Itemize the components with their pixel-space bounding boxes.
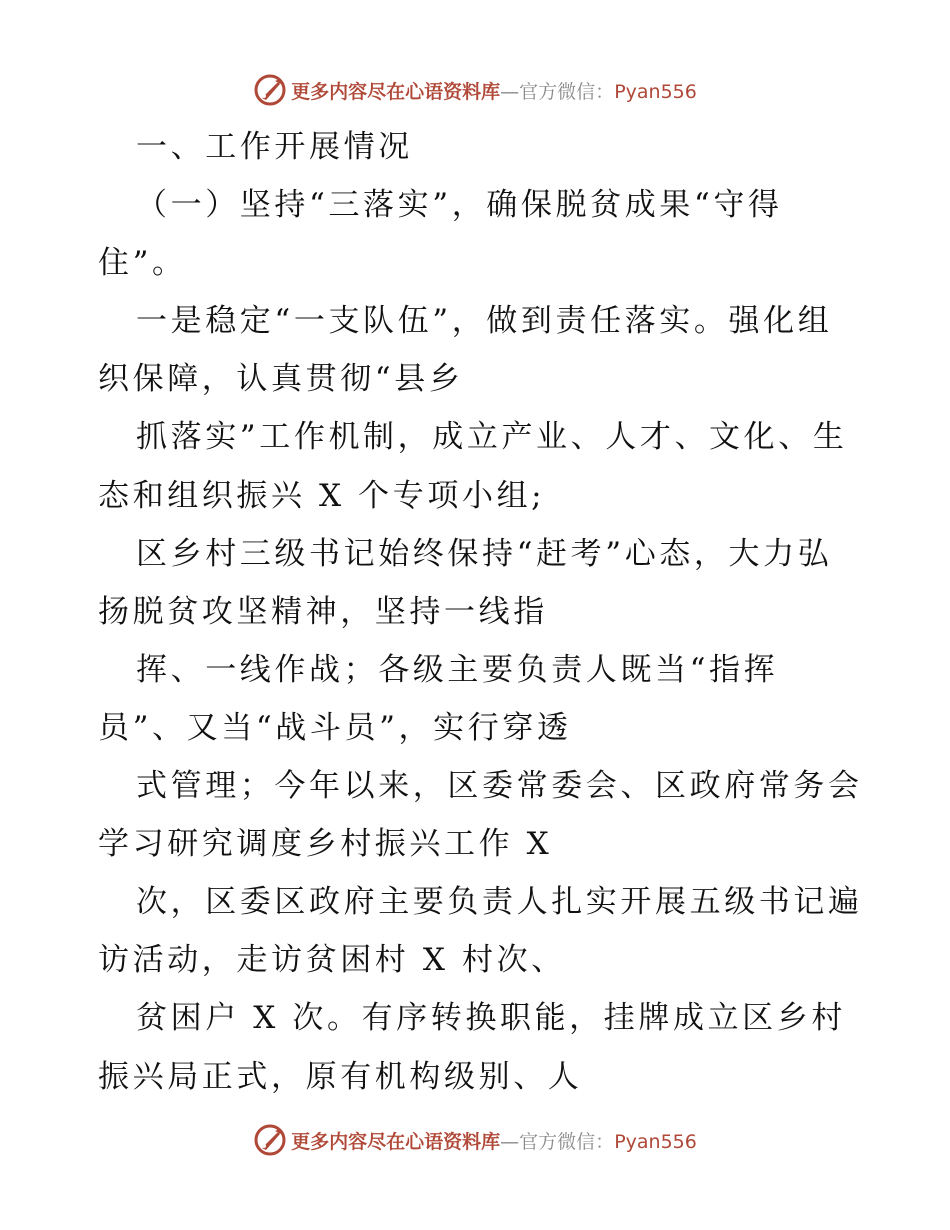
banner-brand-text: 更多内容尽在心语资料库 [291, 1130, 501, 1153]
document-line: 式管理；今年以来，区委常委会、区政府常务会 [136, 768, 863, 805]
document-line: 态和组织振兴 X 个专项小组; [98, 477, 546, 514]
banner-text [291, 77, 697, 104]
document-line: 一、工作开展情况 [136, 129, 413, 165]
banner-wechat-label: 官方微信： [519, 1130, 615, 1153]
banner-text [291, 1127, 697, 1154]
quill-pen-circle-logo-icon [253, 73, 287, 107]
banner-dash: — [500, 80, 520, 103]
document-line: 次，区委区政府主要负责人扎实开展五级书记遍 [136, 884, 863, 921]
document-line: 抓落实”工作机制，成立产业、人才、文化、生 [136, 419, 848, 456]
banner-wechat-label: 官方微信： [519, 80, 615, 103]
document-line: 振兴局正式，原有机构级别、人 [98, 1058, 583, 1095]
document-line: 贫困户 X 次。有序转换职能，挂牌成立区乡村 [136, 1000, 846, 1037]
banner-wechat-id: Pyan556 [614, 80, 697, 103]
document-line: 员”、又当“战斗员”，实行穿透 [98, 709, 572, 746]
document-body [98, 118, 863, 1106]
document-line: 访活动，走访贫困村 X 村次、 [98, 942, 566, 979]
header-watermark-banner [0, 68, 950, 112]
quill-pen-circle-logo-icon [253, 1123, 287, 1157]
document-line: 学习研究调度乡村振兴工作 X [98, 826, 553, 863]
footer-watermark-banner [0, 1118, 950, 1162]
document-line: （一）坚持“三落实”，确保脱贫成果“守得 [136, 187, 783, 224]
banner-brand-text: 更多内容尽在心语资料库 [291, 80, 501, 103]
banner-dash: — [500, 1130, 520, 1153]
document-line: 挥、一线作战；各级主要负责人既当“指挥 [136, 651, 779, 688]
document-line: 区乡村三级书记始终保持“赶考”心态，大力弘 [136, 535, 833, 572]
document-line: 织保障，认真贯彻“县乡 [98, 361, 464, 398]
document-line: 一是稳定“一支队伍”，做到责任落实。强化组 [136, 303, 833, 340]
document-line: 住”。 [98, 245, 187, 282]
banner-wechat-id: Pyan556 [614, 1130, 697, 1153]
document-line: 扬脱贫攻坚精神，坚持一线指 [98, 593, 548, 630]
